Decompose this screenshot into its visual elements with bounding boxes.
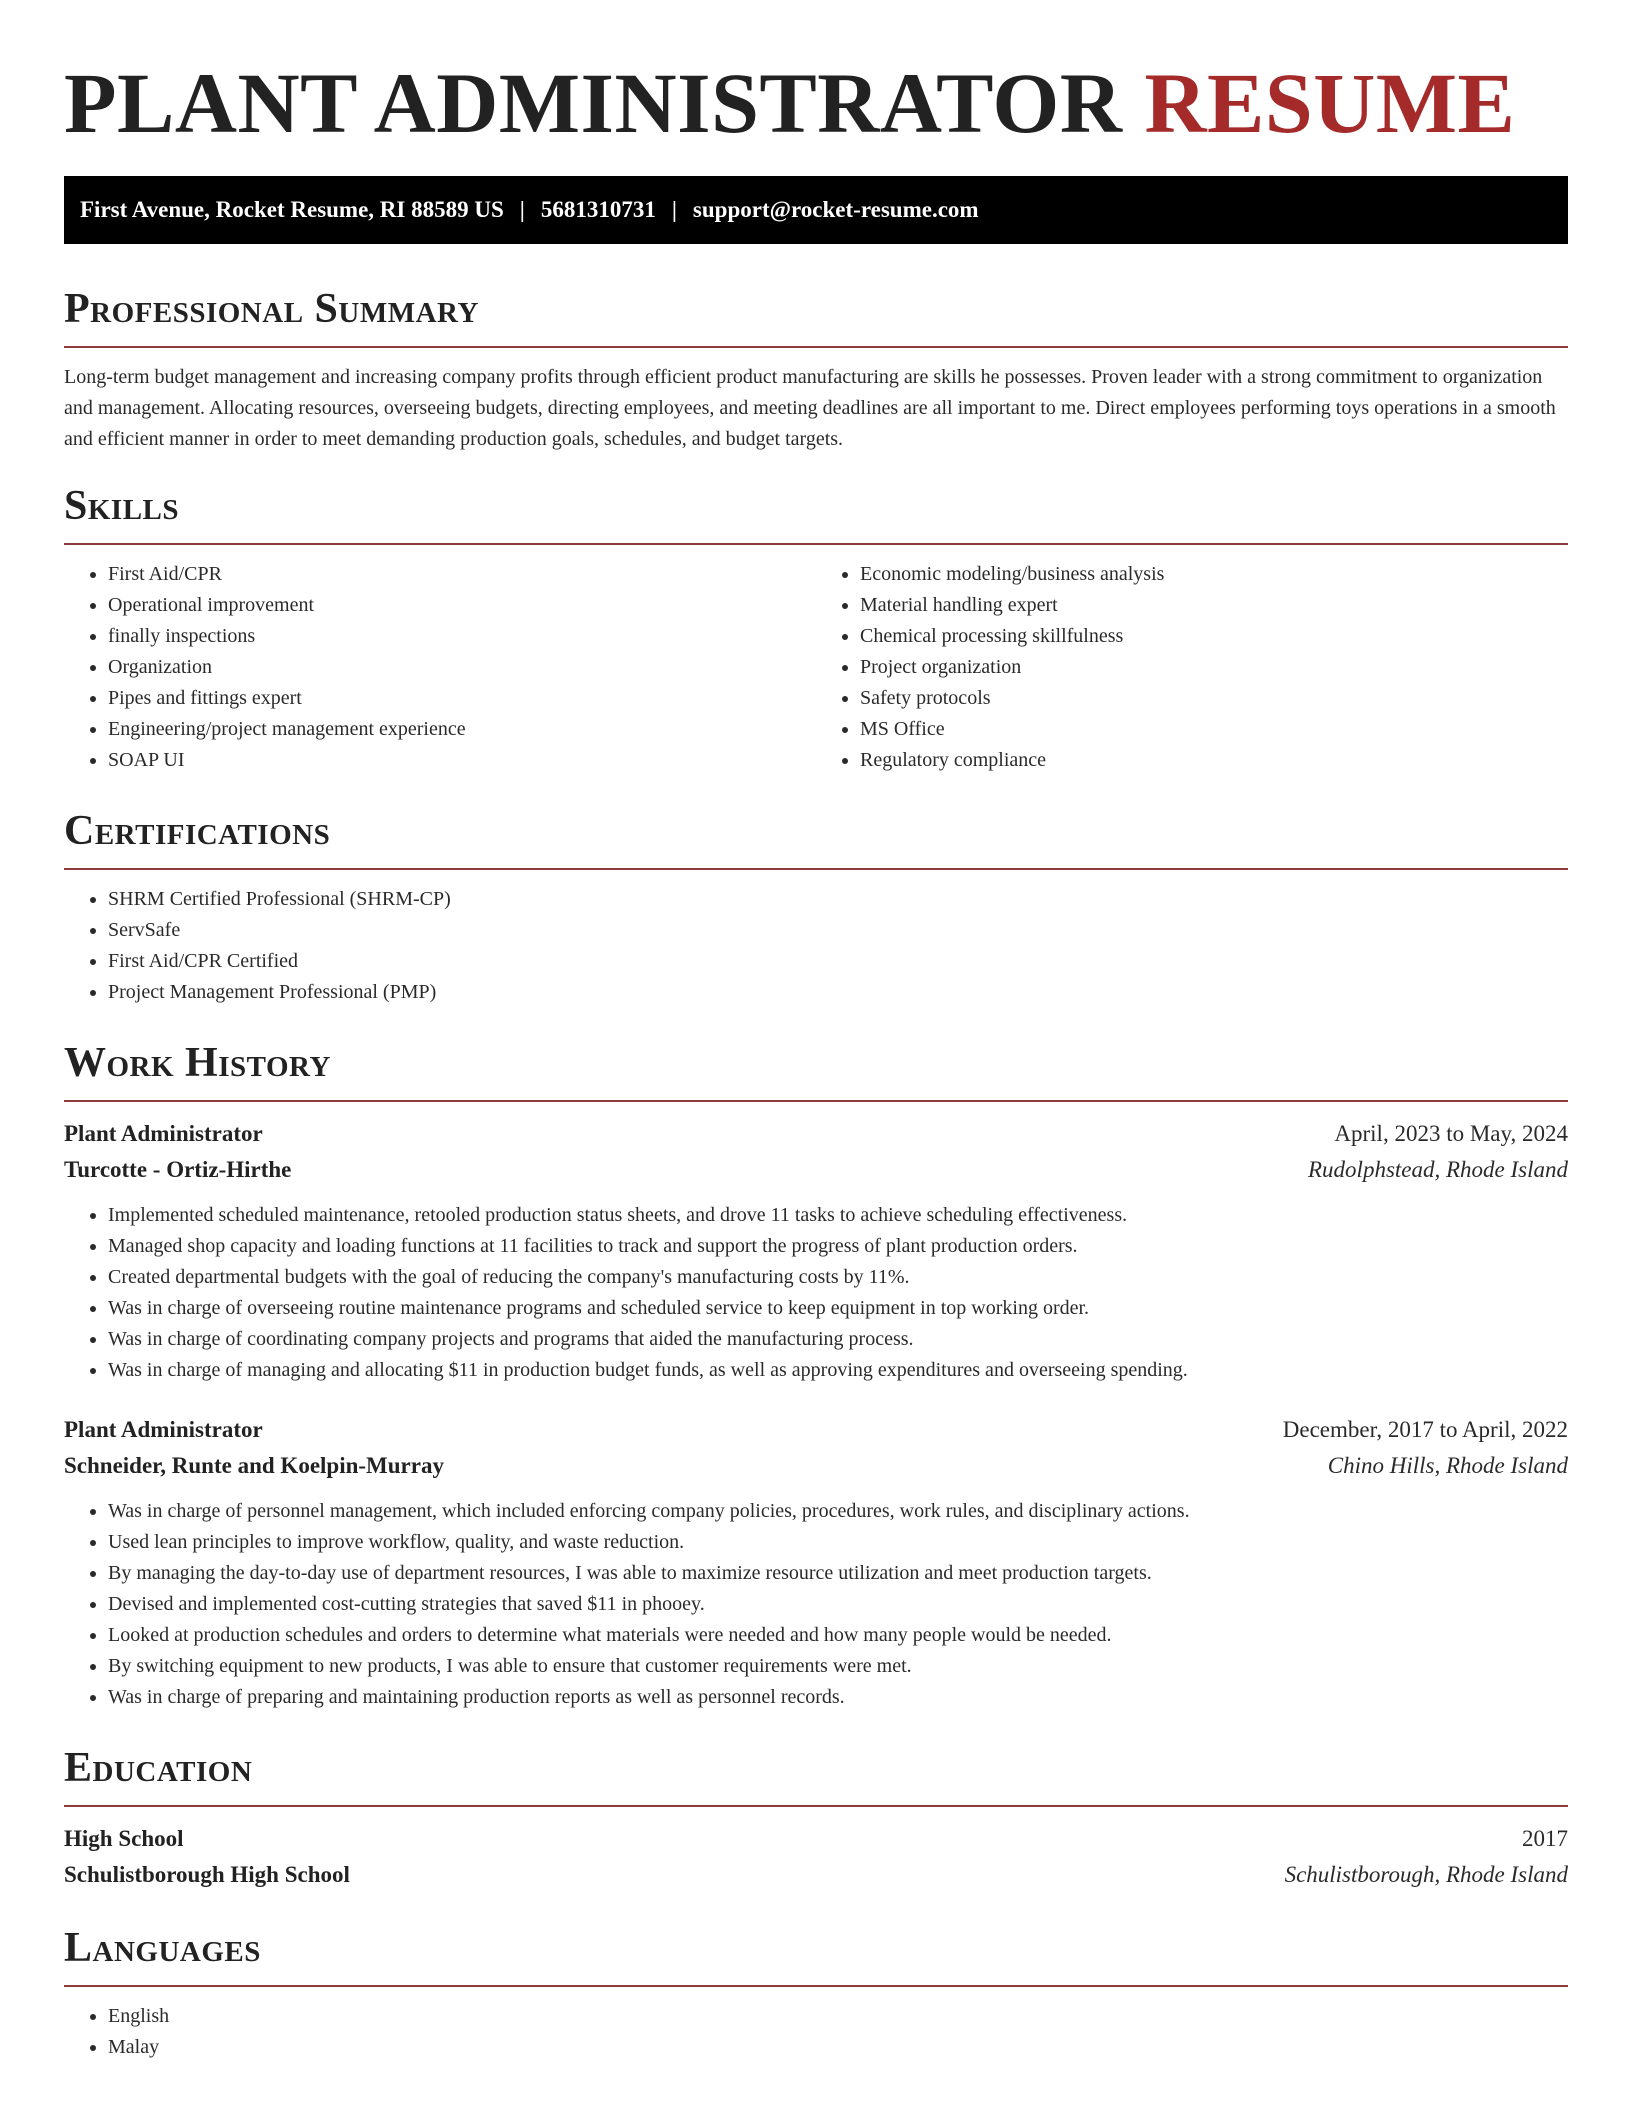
job-bullet: • Was in charge of personnel management, which included enforcing company policies, procedures, work rules, and disciplinary actions. (108, 1496, 1568, 1527)
contact-phone: 5681310731 (540, 197, 656, 222)
skill-item: • Operational improvement (108, 590, 816, 621)
education-year: 2017 (1522, 1826, 1568, 1851)
certifications-list (64, 884, 1568, 1008)
skill-item: • Organization (108, 652, 816, 683)
skill-item: • Engineering/project management experience (108, 714, 816, 745)
section-divider (64, 1985, 1568, 1987)
education-school-row (64, 1857, 1568, 1893)
job-dates: December, 2017 to April, 2022 (1282, 1417, 1568, 1442)
job-bullet: • Managed shop capacity and loading functions at 11 facilities to track and support the progress of plant production orders. (108, 1231, 1568, 1262)
skills-grid (64, 559, 1568, 776)
job-bullet: • Created departmental budgets with the goal of reducing the company's manufacturing costs by 11%. (108, 1262, 1568, 1293)
skill-item: • First Aid/CPR (108, 559, 816, 590)
job-bullet: • By switching equipment to new products, I was able to ensure that customer requirements were met. (108, 1651, 1568, 1682)
language-item: • English (108, 2001, 1568, 2032)
certifications-heading: Certifications (64, 808, 331, 854)
languages-section (64, 1923, 1568, 2063)
job-bullet: • Looked at production schedules and orders to determine what materials were needed and how many people would be needed. (108, 1620, 1568, 1651)
job-bullet: • Devised and implemented cost-cutting strategies that saved $11 in phooey. (108, 1589, 1568, 1620)
section-divider (64, 346, 1568, 348)
job-location: Rudolphstead, Rhode Island (1308, 1157, 1568, 1182)
skill-item: • SOAP UI (108, 745, 816, 776)
job-bullet: • Implemented scheduled maintenance, retooled production status sheets, and drove 11 tasks to achieve scheduling effectiveness. (108, 1200, 1568, 1231)
title-accent: RESUME (1144, 55, 1516, 151)
job-company-row (64, 1448, 1568, 1484)
work-history-heading: Work History (64, 1040, 331, 1086)
job-header-row (64, 1116, 1568, 1152)
certification-item: • Project Management Professional (PMP) (108, 977, 1568, 1008)
languages-heading: Languages (64, 1925, 261, 1971)
summary-text: Long-term budget management and increasing company profits through efficient product manufacturing are skills he possesses. Proven leader with a strong commitment to organization and management. Allocating resources, overseeing budgets, directing employees, and meeting deadlines are all important to me. Direct employees performing toys operations in a smooth and efficient manner in order to meet demanding production goals, schedules, and budget targets. (64, 366, 1556, 450)
job-bullets (64, 1496, 1568, 1713)
resume-title (64, 0, 1568, 176)
section-divider (64, 1805, 1568, 1807)
job-entry (64, 1116, 1568, 1386)
education-degree-row (64, 1821, 1568, 1857)
education-section (64, 1743, 1568, 1893)
skill-item: • Material handling expert (860, 590, 1568, 621)
job-bullet: • Was in charge of overseeing routine maintenance programs and scheduled service to keep equipment in top working order. (108, 1293, 1568, 1324)
languages-list (64, 2001, 1568, 2063)
work-history-section (64, 1038, 1568, 1713)
certifications-section (64, 806, 1568, 1008)
job-bullet: • Was in charge of coordinating company projects and programs that aided the manufacturing process. (108, 1324, 1568, 1355)
title-main: PLANT ADMINISTRATOR (64, 55, 1123, 151)
skills-list-right (816, 559, 1568, 776)
section-divider (64, 1100, 1568, 1102)
summary-heading: Professional Summary (64, 286, 479, 332)
contact-bar (64, 176, 1568, 244)
skill-item: • Safety protocols (860, 683, 1568, 714)
skill-item: • finally inspections (108, 621, 816, 652)
education-degree: High School (64, 1826, 184, 1851)
job-company-row (64, 1152, 1568, 1188)
job-header-row (64, 1412, 1568, 1448)
certification-item: • First Aid/CPR Certified (108, 946, 1568, 977)
skill-item: • Chemical processing skillfulness (860, 621, 1568, 652)
contact-email: support@rocket-resume.com (692, 197, 979, 222)
certification-item: • ServSafe (108, 915, 1568, 946)
resume-page (64, 0, 1568, 2063)
job-bullet: • By managing the day-to-day use of department resources, I was able to maximize resource utilization and meet production targets. (108, 1558, 1568, 1589)
skills-heading: Skills (64, 483, 180, 529)
education-school: Schulistborough High School (64, 1862, 350, 1887)
skills-list-left (64, 559, 816, 776)
job-title: Plant Administrator (64, 1121, 263, 1146)
job-title: Plant Administrator (64, 1417, 263, 1442)
skills-section (64, 481, 1568, 776)
job-bullets (64, 1200, 1568, 1386)
job-bullet: • Was in charge of managing and allocating $11 in production budget funds, as well as approving expenditures and overseeing spending. (108, 1355, 1568, 1386)
job-dates: April, 2023 to May, 2024 (1334, 1121, 1568, 1146)
education-location: Schulistborough, Rhode Island (1284, 1862, 1568, 1887)
job-entry (64, 1412, 1568, 1713)
contact-separator: | (671, 197, 677, 222)
section-divider (64, 543, 1568, 545)
job-company: Turcotte - Ortiz-Hirthe (64, 1157, 292, 1182)
job-company: Schneider, Runte and Koelpin-Murray (64, 1453, 444, 1478)
job-bullet: • Used lean principles to improve workflow, quality, and waste reduction. (108, 1527, 1568, 1558)
skill-item: • MS Office (860, 714, 1568, 745)
summary-section (64, 284, 1568, 455)
skill-item: • Pipes and fittings expert (108, 683, 816, 714)
certification-item: • SHRM Certified Professional (SHRM-CP) (108, 884, 1568, 915)
education-heading: Education (64, 1745, 253, 1791)
job-bullet: • Was in charge of preparing and maintaining production reports as well as personnel records. (108, 1682, 1568, 1713)
language-item: • Malay (108, 2032, 1568, 2063)
contact-address: First Avenue, Rocket Resume, RI 88589 US (80, 197, 504, 222)
contact-separator: | (519, 197, 525, 222)
job-location: Chino Hills, Rhode Island (1327, 1453, 1568, 1478)
skill-item: • Project organization (860, 652, 1568, 683)
skill-item: • Economic modeling/business analysis (860, 559, 1568, 590)
section-divider (64, 868, 1568, 870)
skill-item: • Regulatory compliance (860, 745, 1568, 776)
